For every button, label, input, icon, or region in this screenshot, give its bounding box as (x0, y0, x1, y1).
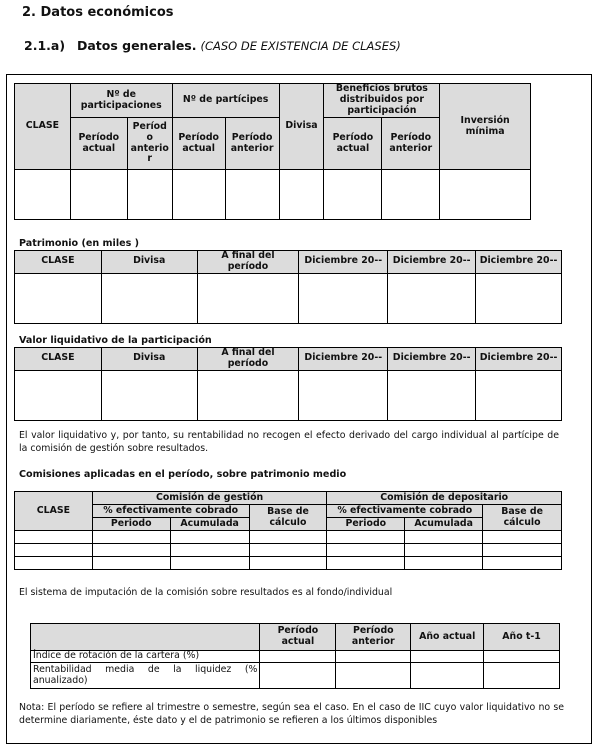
table-cell[interactable] (411, 651, 484, 663)
col-header: A final del período (197, 348, 299, 371)
table-cell[interactable] (249, 531, 327, 544)
table-cell[interactable] (484, 663, 560, 689)
comisiones-label: Comisiones aplicadas en el período, sobre patrimonio medio (19, 469, 347, 480)
col-inversion: Inversión mínima (440, 84, 531, 170)
col-header: CLASE (15, 251, 102, 274)
col-base-calculo: Base de cálculo (483, 505, 562, 531)
table-cell[interactable] (127, 170, 172, 220)
imputacion-note: El sistema de imputación de la comisión sobre resultados es al fondo/individual (19, 587, 393, 598)
subsection-title: Datos generales. (76, 38, 197, 53)
col-beneficios: Beneficios brutos distribuidos por participación (324, 84, 440, 118)
table-cell[interactable] (170, 531, 249, 544)
table-cell[interactable] (484, 651, 560, 663)
table-cell[interactable] (299, 273, 388, 323)
col-participes: Nº de partícipes (172, 84, 279, 118)
table-cell[interactable] (483, 544, 562, 557)
col-comision-gestion: Comisión de gestión (92, 492, 327, 505)
col-clase: CLASE (15, 84, 71, 170)
subsection-number: 2.1.a) (24, 38, 66, 53)
valor-note: El valor liquidativo y, por tanto, su rentabilidad no recogen el efecto derivado del cargo individual al partícipe de la comisión de gestión sobre resultados. (19, 430, 559, 454)
table-cell[interactable] (70, 170, 127, 220)
row-label: Índice de rotación de la cartera (%) (31, 651, 260, 663)
table-cell[interactable] (197, 370, 299, 420)
valor-label: Valor liquidativo de la participación (19, 335, 212, 346)
table-cell[interactable] (440, 170, 531, 220)
final-note: Nota: El período se refiere al trimestre o semestre, según sea el caso. En el caso de IIC cuyo valor liquidativo no se determine diariamente, éste dato y el de patrimonio se refieren a los últimos disponibles (19, 702, 564, 726)
valor-table (14, 347, 562, 421)
col-header: A final del período (197, 251, 299, 274)
col-header: Diciembre 20-- (476, 251, 562, 274)
table-cell[interactable] (336, 663, 411, 689)
table-cell[interactable] (92, 557, 170, 570)
col-header: Divisa (101, 251, 197, 274)
table-cell[interactable] (483, 531, 562, 544)
col-periodo-anterior: Período anterior (382, 118, 440, 170)
table-cell[interactable] (249, 544, 327, 557)
col-periodo: Periodo (92, 518, 170, 531)
subsection-note: (CASO DE EXISTENCIA DE CLASES) (200, 39, 401, 53)
table-cell[interactable] (476, 370, 562, 420)
table-cell[interactable] (411, 663, 484, 689)
table-cell[interactable] (92, 531, 170, 544)
table-cell[interactable] (15, 557, 93, 570)
col-acumulada: Acumulada (170, 518, 249, 531)
section-title: 2. Datos económicos (22, 5, 174, 20)
col-periodo-actual: Período actual (70, 118, 127, 170)
col-acumulada: Acumulada (405, 518, 483, 531)
table-cell[interactable] (336, 651, 411, 663)
patrimonio-label: Patrimonio (en miles ) (19, 238, 140, 249)
col-periodo-actual: Período actual (324, 118, 382, 170)
patrimonio-table (14, 250, 562, 324)
table-cell[interactable] (101, 370, 197, 420)
table-cell[interactable] (15, 170, 71, 220)
table-cell[interactable] (15, 531, 93, 544)
table-cell[interactable] (327, 531, 405, 544)
table-cell[interactable] (15, 544, 93, 557)
table-cell[interactable] (172, 170, 225, 220)
col-efectivamente: % efectivamente cobrado (92, 505, 249, 518)
indices-table (30, 623, 560, 689)
col-header: Año actual (411, 624, 484, 651)
table-cell[interactable] (197, 273, 299, 323)
table-cell[interactable] (405, 557, 483, 570)
table-cell[interactable] (327, 557, 405, 570)
table-cell[interactable] (388, 370, 476, 420)
col-header: Diciembre 20-- (476, 348, 562, 371)
col-blank (31, 624, 260, 651)
table-cell[interactable] (388, 273, 476, 323)
comisiones-table (14, 491, 562, 570)
table-cell[interactable] (483, 557, 562, 570)
col-periodo-anterior: Períod o anterio r (127, 118, 172, 170)
table-cell[interactable] (170, 557, 249, 570)
table-cell[interactable] (260, 651, 336, 663)
table-cell[interactable] (405, 531, 483, 544)
table-cell[interactable] (405, 544, 483, 557)
col-participaciones: Nº de participaciones (70, 84, 172, 118)
table-cell[interactable] (279, 170, 324, 220)
col-header: Diciembre 20-- (388, 348, 476, 371)
table-cell[interactable] (170, 544, 249, 557)
col-comision-depositario: Comisión de depositario (327, 492, 562, 505)
col-header: Diciembre 20-- (299, 251, 388, 274)
col-periodo-anterior: Período anterior (225, 118, 279, 170)
col-periodo-actual: Período actual (172, 118, 225, 170)
table-cell[interactable] (225, 170, 279, 220)
col-header: Año t-1 (484, 624, 560, 651)
col-header: Diciembre 20-- (299, 348, 388, 371)
table-cell[interactable] (260, 663, 336, 689)
table-cell[interactable] (324, 170, 382, 220)
col-header: CLASE (15, 348, 102, 371)
table-cell[interactable] (382, 170, 440, 220)
col-clase: CLASE (15, 492, 93, 531)
table-cell[interactable] (92, 544, 170, 557)
table-cell[interactable] (249, 557, 327, 570)
table-cell[interactable] (15, 370, 102, 420)
table-cell[interactable] (101, 273, 197, 323)
table-cell[interactable] (15, 273, 102, 323)
subsection-heading (24, 38, 401, 53)
col-efectivamente: % efectivamente cobrado (327, 505, 483, 518)
table-cell[interactable] (299, 370, 388, 420)
col-header: Período anterior (336, 624, 411, 651)
col-header: Período actual (260, 624, 336, 651)
col-periodo: Periodo (327, 518, 405, 531)
col-base-calculo: Base de cálculo (249, 505, 327, 531)
table-cell[interactable] (327, 544, 405, 557)
col-header: Diciembre 20-- (388, 251, 476, 274)
col-header: Divisa (101, 348, 197, 371)
table-cell[interactable] (476, 273, 562, 323)
col-divisa: Divisa (279, 84, 324, 170)
general-data-table (14, 83, 531, 220)
row-label: Rentabilidad media de la liquidez (% anualizado) (31, 663, 260, 689)
